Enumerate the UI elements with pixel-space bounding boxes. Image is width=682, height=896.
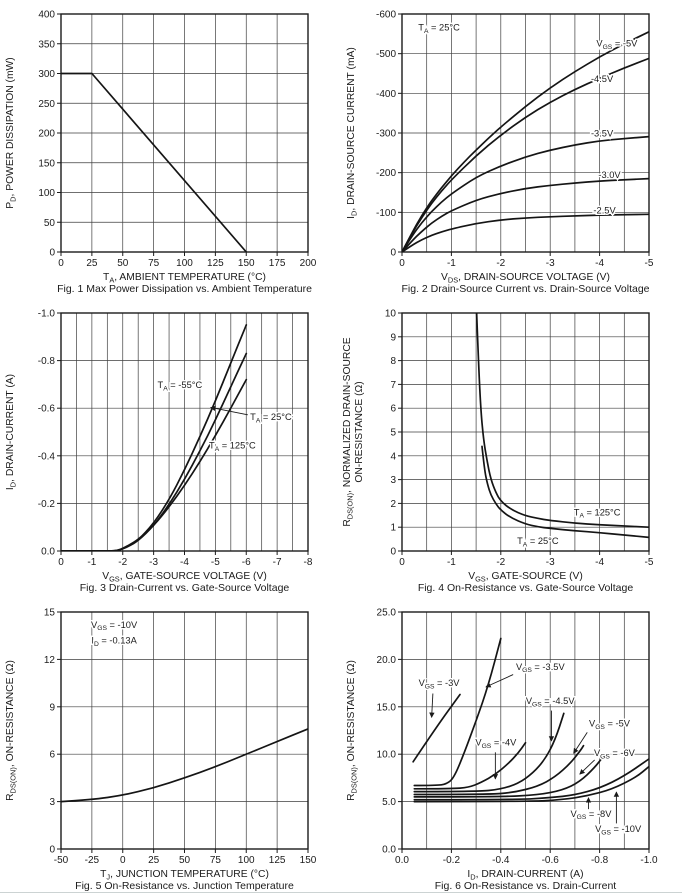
figure-1-max-power-dissipation <box>0 0 341 299</box>
fig6-chart <box>341 598 682 896</box>
fig6-annotation-0 <box>419 678 461 717</box>
svg-text:1: 1 <box>390 522 396 534</box>
svg-text:125: 125 <box>268 855 286 866</box>
svg-text:-3: -3 <box>545 258 555 269</box>
svg-text:200: 200 <box>299 258 317 269</box>
svg-text:-2: -2 <box>118 557 128 568</box>
svg-text:VGS = -6V: $V_{GS} = -6V$ <box>593 748 635 761</box>
svg-text:VGS = -4.5V: $V_{GS} = -4.5V$ <box>525 695 575 709</box>
svg-text:-600: -600 <box>375 9 396 21</box>
svg-text:2: 2 <box>390 498 396 510</box>
svg-text:-3: -3 <box>545 557 555 568</box>
svg-text:-500: -500 <box>375 49 396 61</box>
svg-text:350: 350 <box>38 39 55 51</box>
svg-text:VGS = -5V: $V_{GS} = -5V$ <box>589 718 630 732</box>
fig6-curve-vgs-minus-4p5v <box>414 713 564 791</box>
svg-text:0: 0 <box>399 557 405 568</box>
fig4-annotation-0 <box>574 507 621 519</box>
svg-text:-0.4: -0.4 <box>37 451 55 463</box>
fig6-curve-vgs-minus-3v <box>413 695 460 762</box>
fig2-annotation-0 <box>418 23 460 35</box>
fig3-caption: Fig. 3 Drain-Current vs. Gate-Source Voltage <box>79 582 290 594</box>
svg-text:12: 12 <box>43 654 55 666</box>
svg-text:TA = 25°C: $T_A = 25^\circ C$ <box>250 412 292 425</box>
fig1-chart <box>0 0 341 299</box>
fig4-x-axis-label: $V_{GS}$, GATE-SOURCE (V) <box>468 571 583 584</box>
svg-text:300: 300 <box>38 69 55 80</box>
svg-text:4: 4 <box>390 451 396 463</box>
svg-text:50: 50 <box>43 217 55 229</box>
svg-text:15.0: 15.0 <box>376 702 396 714</box>
svg-text:-6: -6 <box>241 557 251 568</box>
fig4-curve-ta-125c <box>476 299 649 527</box>
svg-text:-0.8: -0.8 <box>37 356 55 368</box>
fig5-axes <box>44 608 317 867</box>
svg-text:0.0: 0.0 <box>395 855 409 866</box>
svg-text:10.0: 10.0 <box>376 749 396 761</box>
fig4-y-axis-label: $R_{DS(ON)}$, NORMALIZED DRAIN-SOURCE <box>342 337 355 527</box>
fig3-y-axis-label: $I_D$, DRAIN-CURRENT (A) <box>5 373 18 491</box>
svg-text:-1.0: -1.0 <box>640 855 658 866</box>
svg-text:200: 200 <box>38 128 55 140</box>
fig4-y-axis-label: ON-RESISTANCE (Ω) <box>354 381 365 483</box>
svg-text:0: 0 <box>399 258 405 269</box>
fig5-annotation-0 <box>91 620 138 632</box>
fig6-gridlines <box>402 612 649 849</box>
svg-text:-2.5V: -2.5V <box>593 205 616 216</box>
fig2-chart <box>341 0 682 299</box>
fig2-annotation-4 <box>598 170 621 180</box>
svg-text:0.0: 0.0 <box>41 546 55 558</box>
svg-text:0: 0 <box>119 855 126 866</box>
svg-text:9: 9 <box>49 702 55 714</box>
svg-text:-3: -3 <box>149 557 159 568</box>
svg-text:10: 10 <box>384 308 396 320</box>
svg-text:-4: -4 <box>595 258 605 269</box>
svg-text:VGS = -3V: $V_{GS} = -3V$ <box>418 677 460 691</box>
svg-text:-5: -5 <box>644 557 654 568</box>
svg-text:-2: -2 <box>496 258 506 269</box>
fig3-x-axis-label: $V_{GS}$, GATE-SOURCE VOLTAGE (V) <box>102 571 267 584</box>
svg-text:5.0: 5.0 <box>382 797 396 809</box>
fig2-annotation-3 <box>591 129 614 139</box>
fig2-annotation-5 <box>593 206 616 216</box>
figure-3-transfer-characteristics <box>0 299 341 598</box>
svg-text:-1.0: -1.0 <box>37 308 55 320</box>
svg-text:-1: -1 <box>87 557 97 568</box>
svg-text:-7: -7 <box>272 557 282 568</box>
svg-text:VGS = -3.5V: $V_{GS} = -3.5V$ <box>515 661 565 675</box>
svg-text:100: 100 <box>38 188 55 199</box>
fig6-y-axis-label: $R_{DS(ON)}$, ON-RESISTANCE (Ω) <box>346 660 359 801</box>
svg-text:ID = -0.13A: $I_D = -0.13A$ <box>91 635 137 648</box>
svg-text:VGS = -4V: $V_{GS} = -4V$ <box>475 737 517 751</box>
svg-text:-0.6: -0.6 <box>37 403 55 415</box>
svg-text:VGS = -5V: $V_{GS} = -5V$ <box>596 38 638 51</box>
svg-text:75: 75 <box>209 855 221 866</box>
fig4-chart <box>341 299 682 598</box>
fig2-x-axis-label: $V_{DS}$, DRAIN-SOURCE VOLTAGE (V) <box>441 272 610 285</box>
svg-text:0: 0 <box>390 546 396 558</box>
svg-text:TA = 125°C: $T_A = 125^\circ C$ <box>209 440 256 454</box>
fig6-annotation-5 <box>580 748 636 774</box>
svg-text:-8: -8 <box>303 557 313 568</box>
fig5-chart <box>0 598 341 896</box>
svg-text:400: 400 <box>38 9 55 21</box>
fig2-caption: Fig. 2 Drain-Source Current vs. Drain-Source Voltage <box>401 283 650 295</box>
svg-text:-100: -100 <box>375 207 396 219</box>
svg-text:TA = 25°C: $T_A = 25^\circ C$ <box>517 535 559 549</box>
svg-text:150: 150 <box>299 855 317 866</box>
svg-text:9: 9 <box>390 332 396 344</box>
svg-text:50: 50 <box>117 258 129 269</box>
svg-text:3: 3 <box>390 475 396 487</box>
svg-text:100: 100 <box>237 855 255 866</box>
figure-2-output-characteristics <box>341 0 682 299</box>
svg-text:25: 25 <box>148 855 160 866</box>
svg-text:-1: -1 <box>446 258 456 269</box>
svg-text:75: 75 <box>148 258 160 269</box>
page-bottom-divider <box>0 892 682 893</box>
svg-text:100: 100 <box>176 258 193 269</box>
svg-text:0: 0 <box>49 844 55 856</box>
fig6-curve-vgs-minus-4v <box>414 743 525 789</box>
fig6-curve-vgs-minus-5v <box>414 746 583 795</box>
svg-text:-4.5V: -4.5V <box>590 74 614 85</box>
svg-text:-2: -2 <box>496 557 506 568</box>
svg-text:-0.6: -0.6 <box>541 855 559 866</box>
svg-text:8: 8 <box>390 356 396 368</box>
svg-text:-200: -200 <box>375 168 396 180</box>
fig6-curve-vgs-minus-3p5v <box>414 639 501 786</box>
fig3-annotation-2 <box>209 441 256 453</box>
svg-text:-25: -25 <box>84 855 100 866</box>
svg-text:7: 7 <box>390 379 396 391</box>
fig2-annotation-1 <box>596 39 638 51</box>
fig4-axes <box>385 309 654 569</box>
svg-text:6: 6 <box>49 749 55 761</box>
svg-text:175: 175 <box>268 258 286 269</box>
svg-text:125: 125 <box>207 258 224 269</box>
svg-text:-0.8: -0.8 <box>590 855 609 866</box>
svg-text:-50: -50 <box>53 855 69 866</box>
fig3-axes <box>38 309 313 569</box>
svg-text:25: 25 <box>86 258 98 269</box>
svg-text:-300: -300 <box>375 128 396 140</box>
svg-text:25.0: 25.0 <box>376 607 396 619</box>
fig4-annotation-1 <box>517 536 559 548</box>
svg-text:-0.2: -0.2 <box>37 498 55 510</box>
fig5-annotation-1 <box>91 636 137 648</box>
fig5-x-axis-label: $T_J$, JUNCTION TEMPERATURE (°C) <box>100 869 269 882</box>
svg-text:0.0: 0.0 <box>382 844 396 856</box>
fig1-gridlines <box>61 14 308 252</box>
svg-text:50: 50 <box>178 855 191 866</box>
svg-text:0: 0 <box>58 258 64 269</box>
svg-text:0: 0 <box>390 247 396 259</box>
fig3-gridlines <box>61 313 308 551</box>
svg-text:20.0: 20.0 <box>376 654 396 666</box>
figure-5-on-resistance-vs-temperature <box>0 598 341 896</box>
fig3-annotation-0 <box>158 380 203 392</box>
svg-text:6: 6 <box>390 403 396 415</box>
fig6-annotation-3 <box>526 696 575 741</box>
fig1-axes <box>38 10 316 270</box>
svg-text:-3.5V: -3.5V <box>590 128 614 139</box>
svg-text:-5: -5 <box>644 258 654 269</box>
svg-text:0: 0 <box>49 247 55 259</box>
svg-text:-3.0V: -3.0V <box>598 169 621 180</box>
svg-text:5: 5 <box>390 427 396 439</box>
fig1-caption: Fig. 1 Max Power Dissipation vs. Ambient Temperature <box>57 283 312 295</box>
svg-text:-0.4: -0.4 <box>492 855 510 866</box>
svg-text:-5: -5 <box>210 557 220 568</box>
figure-6-on-resistance-vs-drain-current <box>341 598 682 896</box>
svg-text:-1: -1 <box>446 557 456 568</box>
fig6-caption: Fig. 6 On-Resistance vs. Drain-Current <box>434 880 617 892</box>
fig1-x-axis-label: $T_A$, AMBIENT TEMPERATURE (°C) <box>103 272 266 285</box>
svg-text:3: 3 <box>49 797 55 809</box>
figure-4-on-resistance-vs-vgs <box>341 299 682 598</box>
fig4-caption: Fig. 4 On-Resistance vs. Gate-Source Voltage <box>417 582 634 594</box>
svg-text:TA = 25°C: $T_A = 25^\circ C$ <box>418 22 460 36</box>
fig2-y-axis-label: $I_D$, DRAIN-SOURCE CURRENT (mA) <box>346 47 359 219</box>
svg-text:VGS = -10V: $V_{GS} = -10V$ <box>595 823 642 837</box>
fig2-annotation-2 <box>591 74 614 84</box>
svg-text:-0.2: -0.2 <box>442 855 461 866</box>
svg-text:15: 15 <box>43 607 55 619</box>
fig3-chart <box>0 299 341 598</box>
fig1-y-axis-label: $P_D$, POWER DISSIPATION (mW) <box>5 57 18 209</box>
svg-text:150: 150 <box>38 158 55 170</box>
fig6-x-axis-label: $I_D$, DRAIN-CURRENT (A) <box>467 869 584 882</box>
svg-text:-400: -400 <box>375 88 396 100</box>
svg-text:250: 250 <box>38 98 55 110</box>
svg-text:TA = 125°C: $T_A = 125^\circ C$ <box>573 507 621 520</box>
fig5-caption: Fig. 5 On-Resistance vs. Junction Temperature <box>75 880 294 892</box>
svg-text:-4: -4 <box>180 557 189 568</box>
svg-text:VGS = -8V: $V_{GS} = -8V$ <box>570 808 612 822</box>
svg-text:150: 150 <box>237 258 255 269</box>
fig5-y-axis-label: $R_{DS(ON)}$, ON-RESISTANCE (Ω) <box>5 660 18 801</box>
svg-text:-4: -4 <box>595 557 605 568</box>
svg-text:0: 0 <box>58 557 64 568</box>
svg-text:TA = -55°C: $T_A = -55^\circ C$ <box>157 379 203 393</box>
svg-text:VGS = -10V: $V_{GS} = -10V$ <box>91 619 138 633</box>
